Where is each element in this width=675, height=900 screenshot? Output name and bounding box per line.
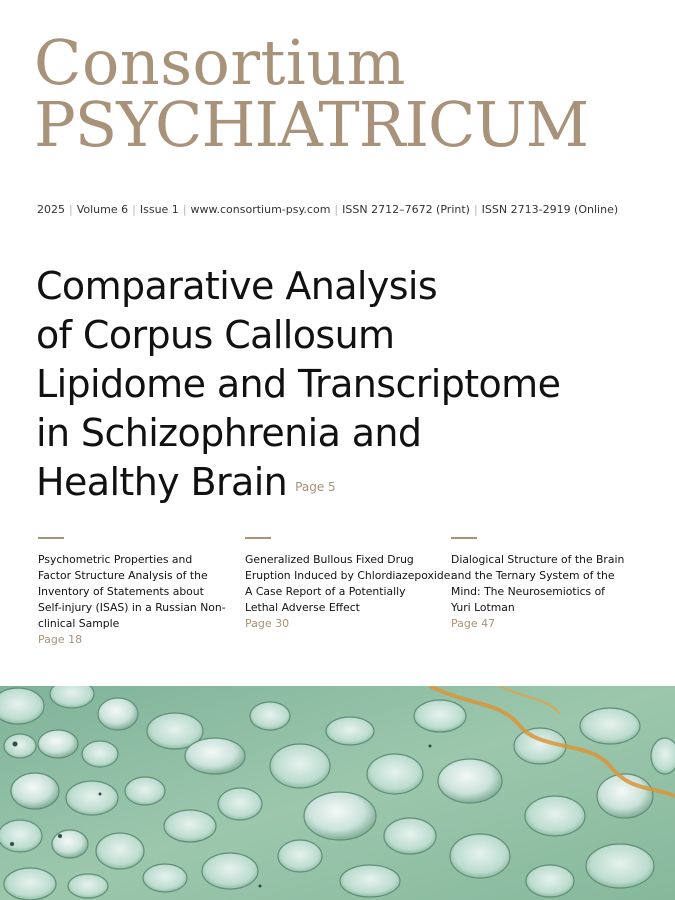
article-item[interactable]: [38, 537, 226, 648]
article-page-ref: Page 30: [245, 617, 290, 630]
article-title: [451, 552, 651, 616]
feature-title-last-line: [36, 458, 656, 512]
article-item[interactable]: [245, 537, 454, 632]
article-divider: [38, 537, 64, 539]
article-item[interactable]: [451, 537, 651, 632]
meta-separator: |: [334, 203, 339, 216]
article-title-line: and the Ternary System of the: [451, 569, 615, 582]
article-title-line: Dialogical Structure of the Brain: [451, 553, 625, 566]
journal-masthead: [34, 26, 654, 161]
feature-title-line: in Schizophrenia and: [36, 411, 422, 455]
feature-title-line: Healthy Brain: [36, 460, 288, 504]
feature-page-ref: Page 5: [295, 480, 336, 495]
meta-separator: |: [473, 203, 478, 216]
feature-article-title[interactable]: [36, 262, 656, 512]
feature-title-line: Comparative Analysis: [36, 264, 438, 308]
meta-volume: Volume 6: [76, 203, 129, 216]
journal-name-line1: Consortium: [34, 26, 406, 99]
cover-artwork: [0, 686, 675, 900]
article-list: [0, 537, 675, 657]
article-title-line: Factor Structure Analysis of the: [38, 569, 208, 582]
article-title-line: A Case Report of a Potentially: [245, 585, 406, 598]
meta-separator: |: [182, 203, 187, 216]
meta-website-link[interactable]: www.consortium-psy.com: [190, 203, 331, 216]
article-page-ref: Page 47: [451, 617, 496, 630]
article-title: [245, 552, 454, 616]
feature-title-line: Lipidome and Transcriptome: [36, 362, 561, 406]
meta-year: 2025: [37, 203, 65, 216]
issue-meta: [37, 203, 657, 216]
meta-separator: |: [69, 203, 73, 216]
article-title-line: Eruption Induced by Chlordiazepoxide:: [245, 569, 454, 582]
article-divider: [451, 537, 477, 539]
article-title-line: Inventory of Statements about: [38, 585, 204, 598]
meta-separator: |: [132, 203, 136, 216]
meta-issn-online: ISSN 2713-2919 (Online): [481, 203, 619, 216]
feature-title-line: of Corpus Callosum: [36, 313, 395, 357]
article-title-line: Lethal Adverse Effect: [245, 601, 360, 614]
article-divider: [245, 537, 271, 539]
article-page-ref: Page 18: [38, 633, 83, 646]
article-title-line: Yuri Lotman: [451, 601, 515, 614]
journal-name-line2: PSYCHIATRICUM: [34, 88, 589, 161]
article-title-line: Generalized Bullous Fixed Drug: [245, 553, 414, 566]
meta-issn-print: ISSN 2712–7672 (Print): [342, 203, 470, 216]
article-title-line: Psychometric Properties and: [38, 553, 193, 566]
article-title-line: Mind: The Neurosemiotics of: [451, 585, 605, 598]
meta-issue: Issue 1: [139, 203, 179, 216]
article-title: [38, 552, 226, 632]
article-title-line: clinical Sample: [38, 617, 120, 630]
article-title-line: Self-injury (ISAS) in a Russian Non-: [38, 601, 226, 614]
